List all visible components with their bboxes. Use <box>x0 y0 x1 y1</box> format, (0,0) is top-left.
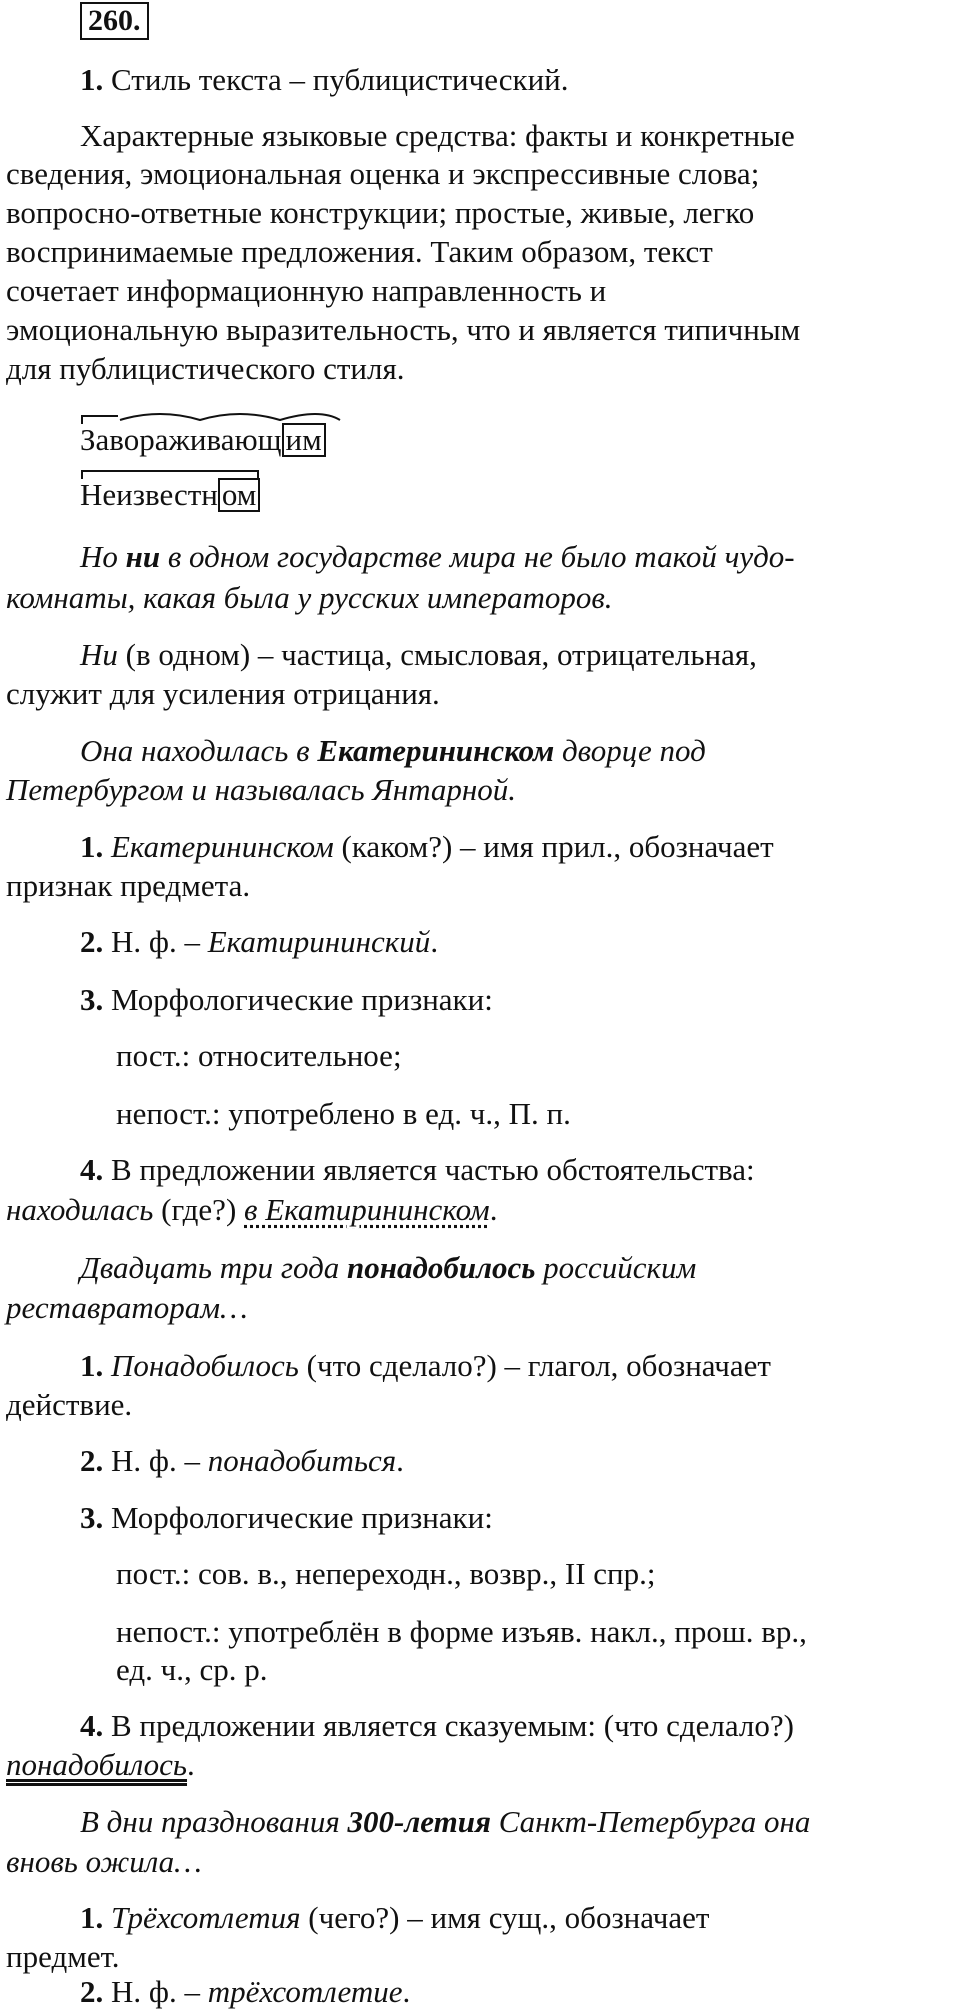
sentence-text: дворце под <box>554 733 706 768</box>
analysis-point <box>80 980 493 1020</box>
point-text: Н. ф. – <box>103 1443 208 1478</box>
point-number: 4. <box>80 1708 104 1743</box>
morpheme-stem: Неизвестн <box>80 477 218 512</box>
point-number: 2. <box>80 1974 104 2009</box>
features-line: эмоциональную выразительность, что и является типичным <box>6 312 801 347</box>
example-sentence-cont <box>6 1288 248 1328</box>
features-line: Характерные языковые средства: факты и конкретные <box>80 118 795 153</box>
sentence-text: российским <box>535 1250 697 1285</box>
sentence-text: Санкт-Петербурга она <box>490 1804 811 1839</box>
sentence-text: Двадцать три года <box>80 1250 348 1285</box>
point-number: 3. <box>80 982 104 1017</box>
features-line: для публицистического стиля. <box>6 351 405 386</box>
morpheme-parse-word <box>80 420 326 460</box>
features-line: сочетает информационную направленность и <box>6 273 607 308</box>
highlighted-word: 300-летия <box>347 1804 491 1839</box>
sentence-text: реставраторам… <box>6 1290 248 1325</box>
point-text: Н. ф. – <box>103 924 208 959</box>
punctuation: . <box>430 924 439 959</box>
particle-word: Ни <box>80 637 118 672</box>
analysis-point <box>80 1498 493 1538</box>
point-text: (что сделало?) – глагол, обозначает <box>298 1348 771 1383</box>
initial-form: Екатирининский <box>207 924 431 959</box>
example-sentence-cont <box>6 1842 202 1882</box>
morpheme-prefix: За <box>80 422 110 457</box>
point-number: 1. <box>80 829 104 864</box>
features-line: воспринимаемые предложения. Таким образом, текст <box>6 234 713 269</box>
analysis-point <box>80 1150 755 1190</box>
analysis-point <box>80 922 438 962</box>
analysis-point <box>80 827 774 867</box>
morpheme-root-suffix: вораживающ <box>109 422 282 457</box>
example-sentence <box>80 1802 810 1842</box>
punctuation: . <box>396 1443 404 1478</box>
item-number: 1. <box>80 62 104 97</box>
analysis-point-cont <box>6 1745 195 1785</box>
punctuation: . <box>489 1192 498 1227</box>
point-text: В предложении является частью обстоятельства: <box>103 1152 755 1187</box>
variable-features-cont: ед. ч., ср. р. <box>116 1652 268 1687</box>
point-number: 1. <box>80 1348 104 1383</box>
point-number: 1. <box>80 1900 104 1935</box>
constant-features: пост.: сов. в., непереходн., возвр., II спр.; <box>116 1556 656 1591</box>
style-text: Стиль текста – публицистический. <box>103 62 569 97</box>
analysed-word: Трёхсотлетия <box>111 1900 301 1935</box>
highlighted-word: Екатерининском <box>317 733 555 768</box>
point-text: В предложении является сказуемым: (что сделало?) <box>103 1708 794 1743</box>
analysis-point-cont: признак предмета. <box>6 868 251 903</box>
example-sentence-cont <box>6 578 613 618</box>
morpheme-word <box>80 420 326 460</box>
highlighted-word: ни <box>125 539 161 574</box>
point-text: Морфологические признаки: <box>103 1500 493 1535</box>
particle-analysis <box>80 635 757 675</box>
point-text: (чего?) – имя сущ., обозначает <box>300 1900 710 1935</box>
variable-features: непост.: употреблён в форме изъяв. накл., прош. вр., <box>116 1614 807 1649</box>
analysis-point <box>80 1706 794 1746</box>
sentence-text: Петербургом и называлась Янтарной. <box>6 772 516 807</box>
sentence-text: вновь ожила… <box>6 1844 202 1879</box>
point-text: Морфологические признаки: <box>103 982 493 1017</box>
initial-form: понадобиться <box>207 1443 397 1478</box>
features-line: вопросно-ответные конструкции; простые, живые, легко <box>6 195 755 230</box>
example-sentence <box>80 731 706 771</box>
initial-form: трёхсотлетие <box>207 1974 403 2009</box>
analysis-point <box>80 1441 404 1481</box>
example-sentence <box>80 537 795 577</box>
particle-desc: (в одном) – частица, смысловая, отрицательная, <box>117 637 757 672</box>
analysis-point-cont <box>6 1190 497 1230</box>
analysed-word: Екатерининском <box>111 829 334 864</box>
morpheme-word <box>80 475 260 515</box>
sentence-text: в одном государстве мира не было такой чудо- <box>160 539 795 574</box>
exercise-number: 260. <box>80 2 149 40</box>
predicate-underlined: понадобилось <box>6 1747 188 1782</box>
analysed-word: Понадобилось <box>111 1348 299 1383</box>
example-sentence <box>80 1248 696 1288</box>
analysis-point <box>80 1346 771 1386</box>
governing-word: находилась <box>6 1192 154 1227</box>
features-line: сведения, эмоциональная оценка и экспрессивные слова; <box>6 156 760 191</box>
exercise-number-line <box>80 0 149 40</box>
point-number: 4. <box>80 1152 104 1187</box>
morpheme-marks <box>80 410 380 426</box>
analysis-point <box>80 1898 709 1938</box>
point-number: 3. <box>80 1500 104 1535</box>
morpheme-ending: ом <box>218 478 261 512</box>
point-number: 2. <box>80 924 104 959</box>
analysis-point <box>80 1972 410 2012</box>
sentence-text: В дни празднования <box>80 1804 348 1839</box>
morpheme-marks <box>80 465 280 481</box>
style-statement <box>80 60 569 100</box>
punctuation: . <box>187 1747 195 1782</box>
sentence-text: Она находилась в <box>80 733 318 768</box>
question: (где?) <box>153 1192 245 1227</box>
highlighted-word: понадобилось <box>347 1250 536 1285</box>
example-sentence-cont <box>6 770 516 810</box>
sentence-text: комнаты, какая была у русских императоров. <box>6 580 613 615</box>
analysis-point-cont: действие. <box>6 1387 133 1422</box>
morpheme-ending: им <box>282 423 326 457</box>
point-number: 2. <box>80 1443 104 1478</box>
particle-analysis-cont: служит для усиления отрицания. <box>6 676 440 711</box>
constant-features: пост.: относительное; <box>116 1038 402 1073</box>
sentence-text: Но <box>80 539 126 574</box>
morpheme-parse-word <box>80 475 260 515</box>
variable-features: непост.: употреблено в ед. ч., П. п. <box>116 1096 571 1131</box>
adverbial-underlined: в Екатирининском <box>244 1192 490 1227</box>
analysis-point-cont: предмет. <box>6 1939 120 1974</box>
punctuation: . <box>402 1974 411 2009</box>
point-text: Н. ф. – <box>103 1974 208 2009</box>
point-text: (каком?) – имя прил., обозначает <box>333 829 774 864</box>
